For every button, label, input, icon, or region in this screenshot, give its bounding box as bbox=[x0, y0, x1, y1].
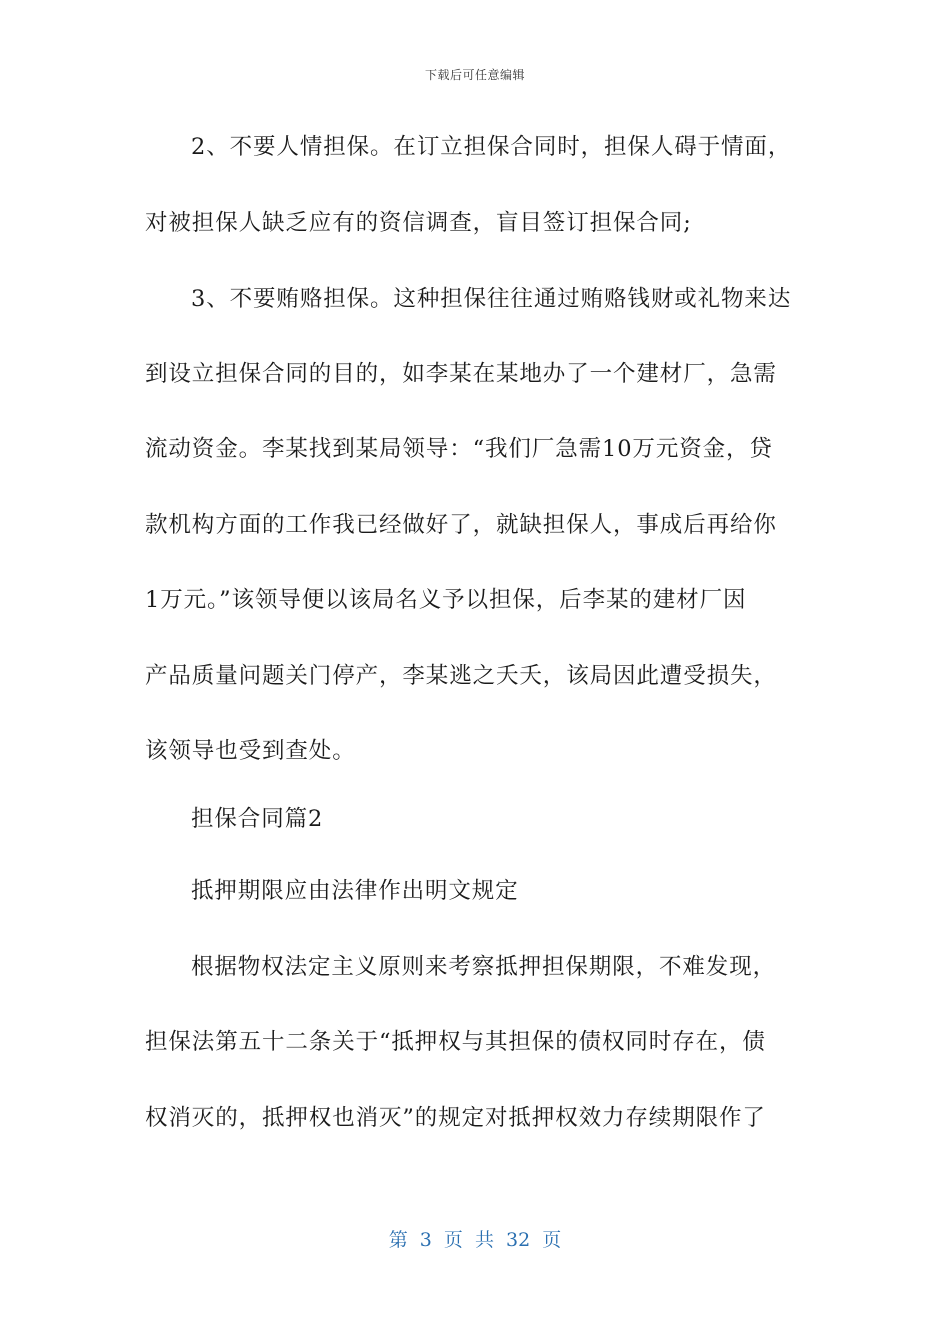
page-number-footer: 第 3 页 共 32 页 bbox=[388, 1229, 562, 1251]
body-line: 产品质量问题关门停产，李某逃之夭夭，该局因此遭受损失， bbox=[145, 663, 777, 689]
page-header: 下载后可任意编辑 bbox=[424, 68, 525, 82]
body-line: 该领导也受到查处。 bbox=[145, 738, 356, 764]
body-line: 对被担保人缺乏应有的资信调查，盲目签订担保合同; bbox=[145, 210, 692, 236]
body-line: 款机构方面的工作我已经做好了，就缺担保人，事成后再给你 bbox=[145, 512, 777, 538]
body-line: 抵押期限应由法律作出明文规定 bbox=[191, 878, 519, 904]
body-line: 担保法第五十二条关于“抵押权与其担保的债权同时存在，债 bbox=[145, 1029, 766, 1055]
body-line: 权消灭的，抵押权也消灭”的规定对抵押权效力存续期限作了 bbox=[145, 1105, 766, 1131]
body-line: 流动资金。李某找到某局领导：“我们厂急需10万元资金，贷 bbox=[145, 436, 773, 462]
body-line: 根据物权法定主义原则来考察抵押担保期限，不难发现， bbox=[191, 954, 777, 980]
section-heading: 担保合同篇2 bbox=[191, 806, 324, 832]
body-line: 2、不要人情担保。在订立担保合同时，担保人碍于情面， bbox=[191, 134, 792, 160]
body-line: 到设立担保合同的目的，如李某在某地办了一个建材厂，急需 bbox=[145, 361, 777, 387]
body-line: 3、不要贿赂担保。这种担保往往通过贿赂钱财或礼物来达 bbox=[191, 286, 792, 312]
body-line: 1万元。”该领导便以该局名义予以担保，后李某的建材厂因 bbox=[145, 587, 747, 613]
